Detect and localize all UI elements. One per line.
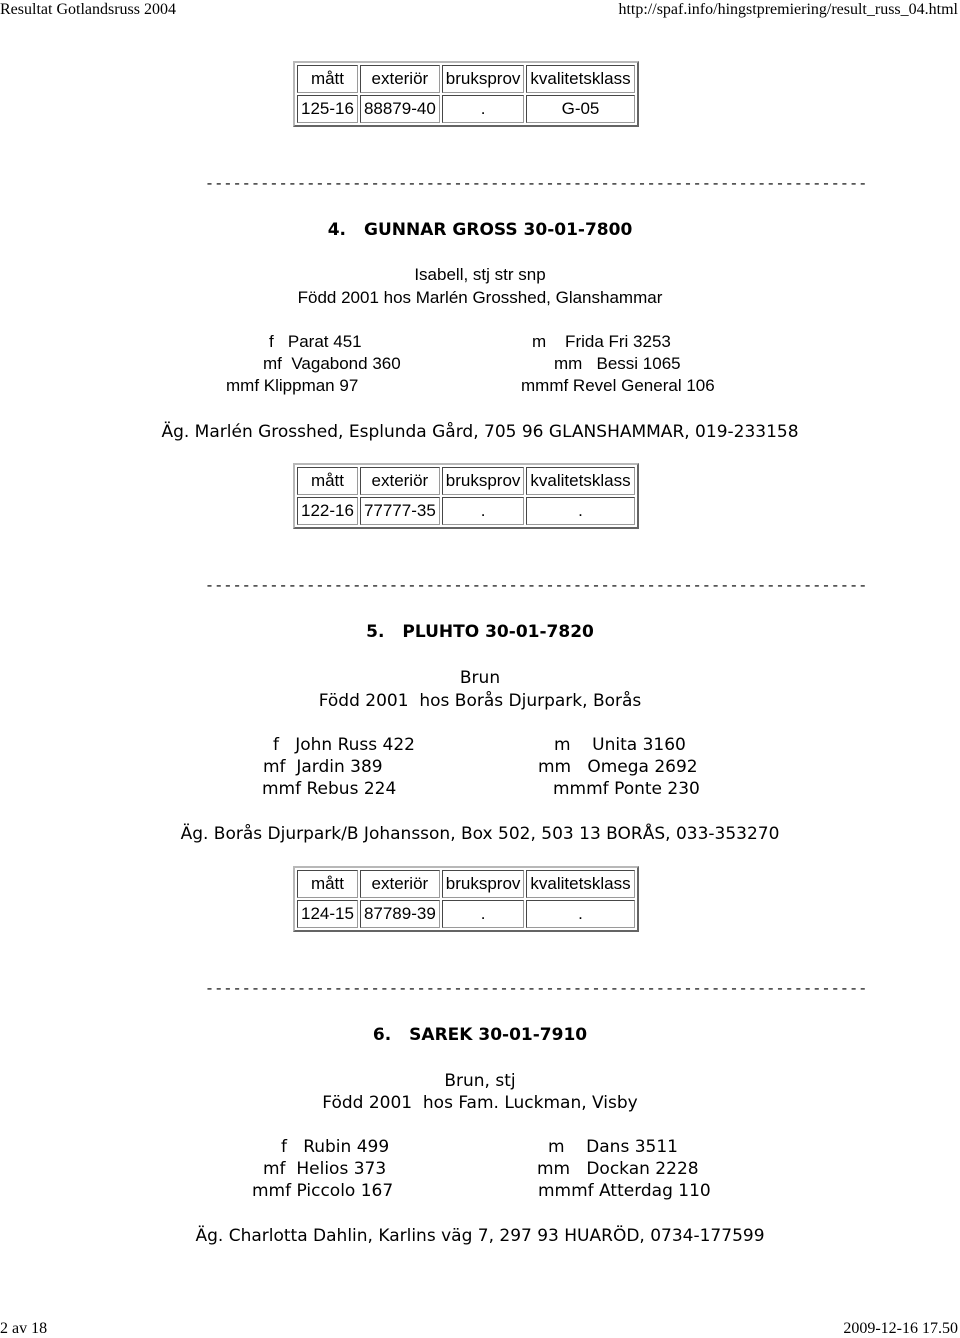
pedigree-m: m Frida Fri 3253 [532, 332, 671, 351]
horse-number: 4. [327, 220, 347, 240]
horse-name: PLUHTO 30-01-7820 [402, 622, 594, 642]
value-matt: 125-16 [297, 95, 358, 123]
col-header-matt: mått [297, 467, 358, 495]
pedigree-f: f Parat 451 [269, 332, 362, 351]
result-table-horse-4 [293, 463, 639, 529]
result-table-value-row [297, 900, 635, 928]
value-bruksprov: . [442, 900, 525, 928]
pedigree-m: m Dans 3511 [548, 1137, 678, 1157]
horse-4-title [0, 220, 960, 240]
col-header-exterior: exteriör [360, 65, 440, 93]
col-header-bruksprov: bruksprov [442, 65, 525, 93]
horse-4-color: Isabell, stj str snp [414, 265, 546, 284]
col-header-exterior: exteriör [360, 467, 440, 495]
value-matt: 124-15 [297, 900, 358, 928]
pedigree-f: f John Russ 422 [273, 735, 415, 755]
col-header-bruksprov: bruksprov [442, 467, 525, 495]
horse-5-born: Född 2001 hos Borås Djurpark, Borås [318, 691, 642, 711]
result-table-horse-5 [293, 866, 639, 932]
pedigree-mm: mm Dockan 2228 [537, 1159, 699, 1179]
result-table-value-row [297, 497, 635, 525]
pedigree-mmf: mmf Rebus 224 [262, 779, 397, 799]
separator-line: ------------------------------------------------------------------------ [205, 578, 868, 595]
result-table-header-row [297, 467, 635, 495]
separator-line: ------------------------------------------------------------------------ [205, 981, 868, 998]
col-header-bruksprov: bruksprov [442, 870, 525, 898]
col-header-kvalitetsklass: kvalitetsklass [526, 870, 634, 898]
value-kvalitetsklass: . [526, 497, 634, 525]
horse-5-color: Brun [459, 668, 501, 688]
pedigree-mmf: mmf Piccolo 167 [252, 1181, 394, 1201]
pedigree-f: f Rubin 499 [281, 1137, 390, 1157]
horse-4-owner: Äg. Marlén Grosshed, Esplunda Gård, 705 96 GLANSHAMMAR, 019-233158 [161, 422, 799, 442]
pedigree-mf: mf Vagabond 360 [263, 354, 401, 373]
horse-6-born: Född 2001 hos Fam. Luckman, Visby [322, 1093, 638, 1113]
pedigree-mm: mm Omega 2692 [538, 757, 698, 777]
horse-number: 6. [372, 1025, 392, 1045]
result-table-top [293, 61, 639, 127]
col-header-kvalitetsklass: kvalitetsklass [526, 65, 634, 93]
horse-5-title [0, 622, 960, 642]
horse-name: SAREK 30-01-7910 [409, 1025, 588, 1045]
horse-6-pedigree [0, 1136, 960, 1202]
pedigree-mmf: mmf Klippman 97 [226, 376, 359, 395]
value-exterior: 88879-40 [360, 95, 440, 123]
horse-6-title [0, 1025, 960, 1045]
print-header-title: Resultat Gotlandsruss 2004 [0, 1, 176, 18]
horse-name: GUNNAR GROSS 30-01-7800 [364, 220, 633, 240]
value-matt: 122-16 [297, 497, 358, 525]
horse-4-pedigree [0, 331, 960, 397]
print-footer-page: 2 av 18 [0, 1320, 48, 1337]
col-header-kvalitetsklass: kvalitetsklass [526, 467, 634, 495]
horse-5-owner: Äg. Borås Djurpark/B Johansson, Box 502, 503 13 BORÅS, 033-353270 [180, 824, 780, 844]
pedigree-mmmf: mmmf Atterdag 110 [538, 1181, 711, 1201]
result-table-header-row [297, 870, 635, 898]
pedigree-mmmf: mmmf Ponte 230 [553, 779, 700, 799]
col-header-exterior: exteriör [360, 870, 440, 898]
horse-5-pedigree [0, 734, 960, 800]
pedigree-m: m Unita 3160 [554, 735, 686, 755]
pedigree-mf: mf Helios 373 [263, 1159, 387, 1179]
separator-line: ------------------------------------------------------------------------ [205, 176, 868, 193]
value-bruksprov: . [442, 95, 525, 123]
horse-number: 5. [366, 622, 385, 642]
value-exterior: 77777-35 [360, 497, 440, 525]
result-table-value-row [297, 95, 635, 123]
pedigree-mmmf: mmmf Revel General 106 [521, 376, 715, 395]
value-kvalitetsklass: . [526, 900, 634, 928]
pedigree-mf: mf Jardin 389 [263, 757, 383, 777]
result-table-header-row [297, 65, 635, 93]
col-header-matt: mått [297, 870, 358, 898]
value-kvalitetsklass: G-05 [526, 95, 634, 123]
col-header-matt: mått [297, 65, 358, 93]
print-footer-datetime: 2009-12-16 17.50 [843, 1320, 958, 1337]
print-header-url: http://spaf.info/hingstpremiering/result_russ_04.html [618, 1, 958, 18]
value-bruksprov: . [442, 497, 525, 525]
horse-4-born: Född 2001 hos Marlén Grosshed, Glanshammar [297, 288, 663, 307]
horse-6-color: Brun, stj [444, 1071, 516, 1091]
horse-6-owner: Äg. Charlotta Dahlin, Karlins väg 7, 297 93 HUARÖD, 0734-177599 [195, 1226, 765, 1246]
pedigree-mm: mm Bessi 1065 [554, 354, 681, 373]
value-exterior: 87789-39 [360, 900, 440, 928]
